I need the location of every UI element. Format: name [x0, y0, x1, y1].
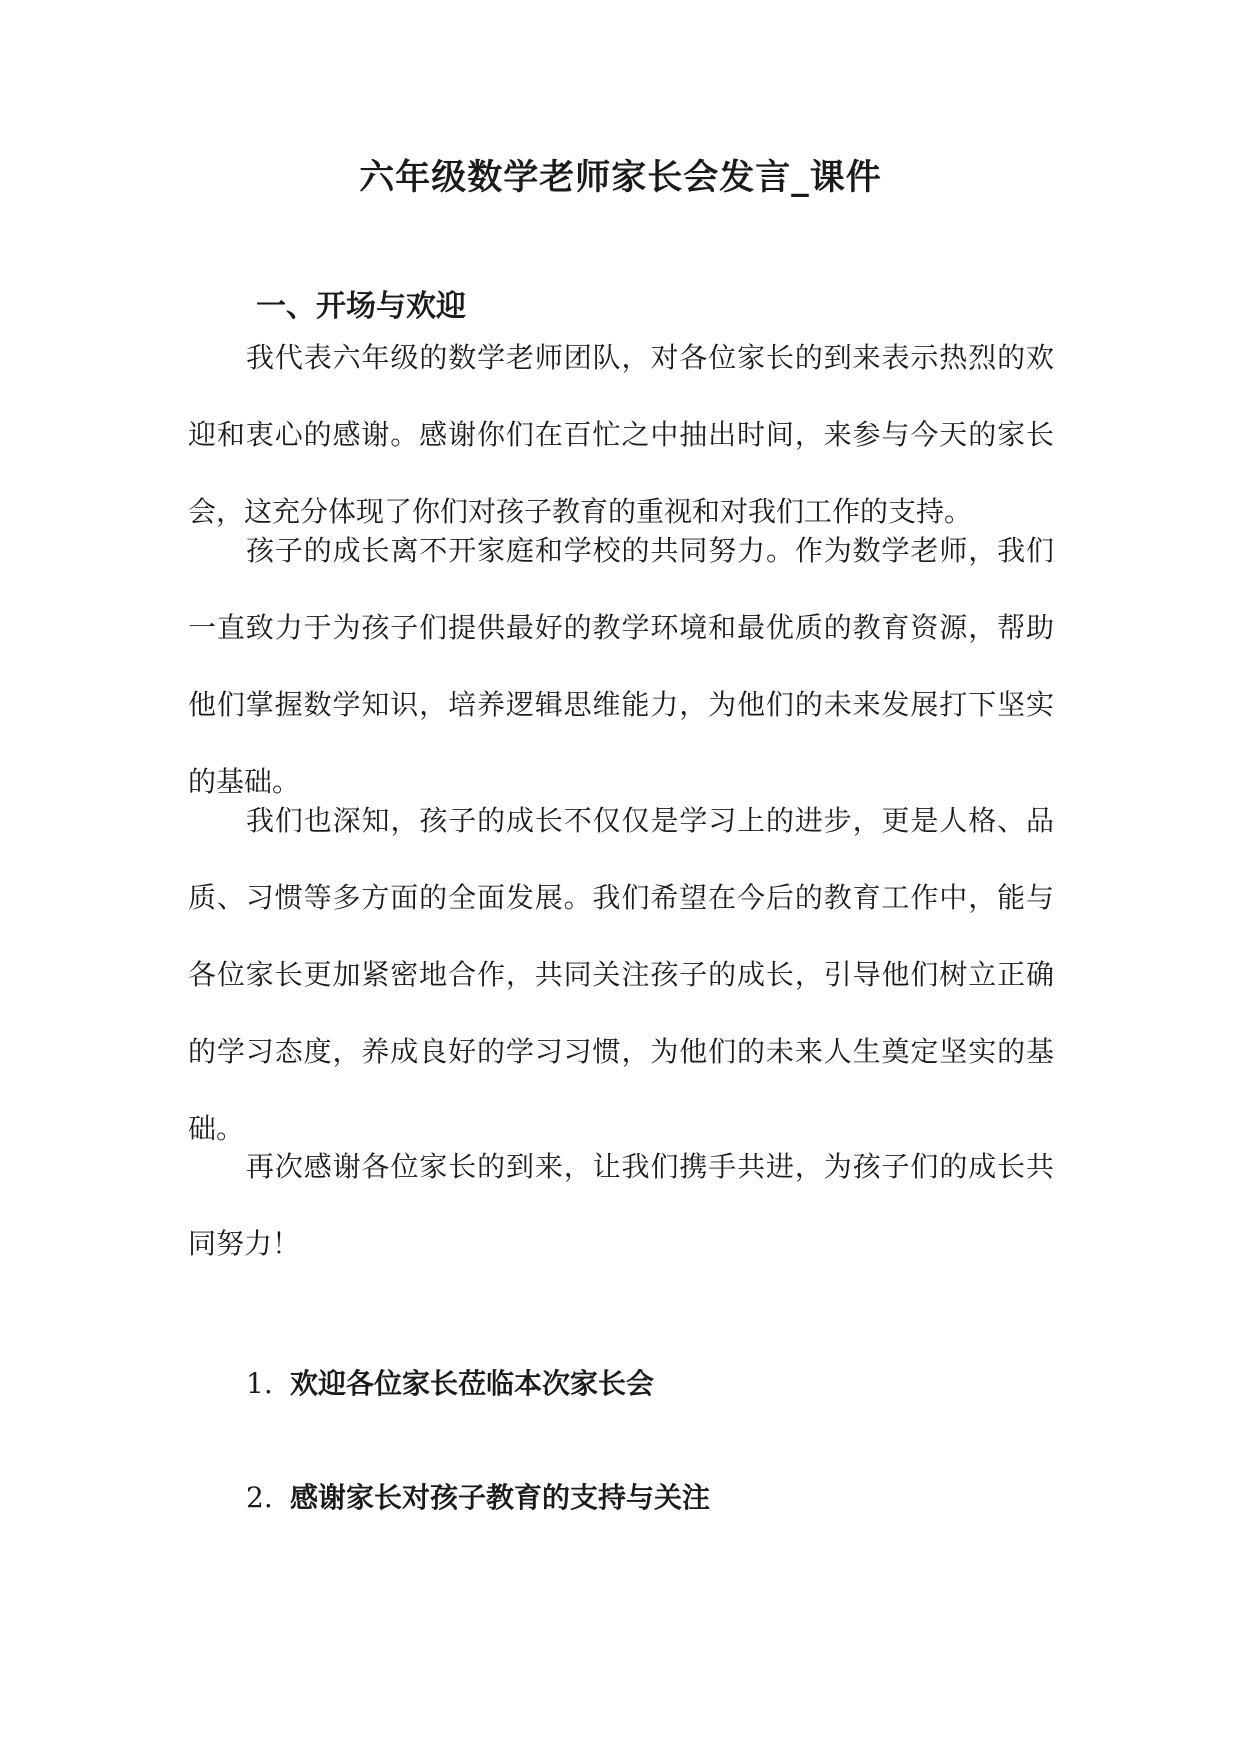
list-item-number: 1.: [246, 1367, 273, 1400]
list-item-text: 感谢家长对孩子教育的支持与关注: [290, 1481, 711, 1514]
list-item: [246, 1362, 654, 1402]
list-item: [246, 1476, 710, 1516]
paragraph-cooperation: 孩子的成长离不开家庭和学校的共同努力。作为数学老师，我们一直致力于为孩子们提供最好的教学环境和最优质的教育资源，帮助他们掌握数学知识，培养逻辑思维能力，为他们的未来发展打下坚实的基础。: [188, 534, 1054, 798]
list-item-number: 2.: [246, 1481, 273, 1514]
document-title: 六年级数学老师家长会发言_课件: [359, 157, 882, 198]
section-heading: 一、开场与欢迎: [256, 289, 466, 324]
list-item-text: 欢迎各位家长莅临本次家长会: [290, 1367, 655, 1400]
paragraph-development: 我们也深知，孩子的成长不仅仅是学习上的进步，更是人格、品质、习惯等多方面的全面发展。我们希望在今后的教育工作中，能与各位家长更加紧密地合作，共同关注孩子的成长，引导他们树立正确的学习态度，养成良好的学习习惯，为他们的未来人生奠定坚实的基础。: [188, 804, 1054, 1145]
paragraph-welcome: 我代表六年级的数学老师团队，对各位家长的到来表示热烈的欢迎和衷心的感谢。感谢你们在百忙之中抽出时间，来参与今天的家长会，这充分体现了你们对孩子教育的重视和对我们工作的支持。: [188, 341, 1054, 528]
paragraph-thanks: 再次感谢各位家长的到来，让我们携手共进，为孩子们的成长共同努力！: [188, 1150, 1054, 1260]
